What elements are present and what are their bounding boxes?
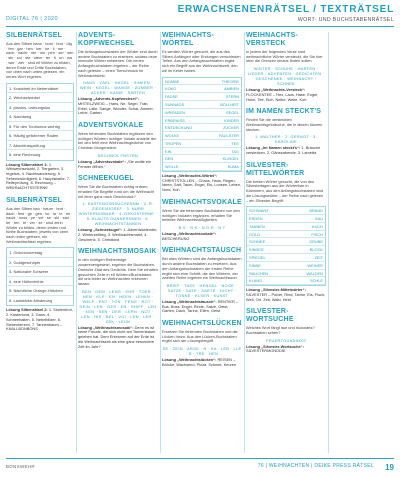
column-divider xyxy=(244,32,245,453)
answer-row[interactable]: 2. Goldgeschöpfe xyxy=(7,258,73,268)
section-text: Aus den Silben bau · baum · brot · dach · fest · ge · gen · ko · la · le · mi · nacht · nuss · pe · sel · se · ski · stal · ter · ten · tri · ver · ze · sind zehn Wörter zu bilden, deren ersten und fünfte Buchstaben, jeweils von oben nach unten gelesen, ein Weihnachtsrätsel ergeben. xyxy=(6,205,73,244)
grid-row[interactable]: TROPEN TEE xyxy=(165,140,239,146)
word-list: BRIEF · TASS · HENGEL · NOGE · SATZE · SATE · SARTE · DICHT · TONNE · ELSER · KUNST xyxy=(166,282,238,298)
grid-row[interactable]: KLANG SCHLE xyxy=(249,278,323,284)
answer-row[interactable]: 3. planlos, ordnungslos xyxy=(7,103,73,113)
answer-row[interactable]: 4. eine Hüttenhöhle xyxy=(7,277,73,287)
solution: Lösung „Im Namen steckt's“: 1. Bräuche verstecken, 2. Gänseabende, 3. Lametta xyxy=(246,145,321,156)
solution: Lösung „Silvester-Wortsuche“: SILVESTERMONDDIE xyxy=(246,343,304,354)
section-title: IM NAMEN STECKT'S xyxy=(246,108,322,116)
grid-row[interactable]: WOLKE FAULSTER xyxy=(165,133,239,139)
section-text: Ersetzen Sie fehlenden Buchstaben und die Lücken hinzu. Aus den Lücken-Buchstaben ergibt sich der Lösungsbegriff. xyxy=(162,329,238,344)
answer-row[interactable]: 3. Nationaler Schwere xyxy=(7,267,73,277)
silbenraetsel-2 xyxy=(6,197,74,332)
section-title: WEIHNACHTSMOSAIK xyxy=(78,248,157,256)
section-title: SILBENRÄTSEL xyxy=(6,32,63,39)
word-grid xyxy=(246,206,326,286)
solution: Lösung „Schneekugel“: 1. Adventskalender, 2. Winterzeitlieg, 3. Weihnachtsmarkt, 4. Geschenk, 5. Christkind xyxy=(78,227,158,242)
answer-row[interactable]: 5. Für den Tourismus wichtig xyxy=(7,122,73,132)
solution: Lösung „Adventsvokale“: „Sie wollte ein Fenster öffnen.“ xyxy=(78,158,152,169)
solution: Lösung Silbenrätsel 1: 1. Wildwechselzahl, 2. Tiergarten, 3. regellos, 4. Nachtwanderung, 5. Sehenswürdigkeit, 6. Hauptstraße, 7. Reifeprüfung, 8. Rechnung – WEIHNACHTSSTERNE xyxy=(6,161,71,191)
word-list: B S · N K · N D R · N T xyxy=(178,225,226,230)
grid-row[interactable]: SPIEGEL ZEIT xyxy=(249,255,323,261)
page-number: 19 xyxy=(385,463,394,472)
section-text: Die beiden Wörter gesucht, die von den Silvestertagen aus der Wörterliste in Klammern, aus den Anfangsbuchstaben sind die Lösungswörter – der Reihe nach gelesen – ein Silvester-Begriff. xyxy=(246,178,324,203)
section-text: In den richtigen Reihenfolge zusammengesetzt, ergeben die Buchstaben-Dreiecke Zitat des Gedichts. Dem Sie erhalten gesuchten Zeile in elf Wörtern/Buchstaben, die uns leider an Weihnachten erkennen lassen. xyxy=(78,257,159,286)
weihnachts-woertel xyxy=(162,32,242,193)
grid-row[interactable]: WREADEN SEGEL xyxy=(165,109,239,115)
grid-row[interactable]: SUNNAGS BOLLHEIT xyxy=(165,101,239,107)
section-text: Wenn Sie die Buchstaben richtig ordnen, erhalten Sie Begriffe rund um die Weihnacht mit einer ganz nach Geschmack? xyxy=(78,184,155,199)
adventsvokale xyxy=(78,122,158,169)
answer-row[interactable]: 4. Nachtweg xyxy=(7,112,73,122)
answer-row[interactable]: 8. eine Rechnung xyxy=(9,152,41,158)
column-4 xyxy=(246,32,392,360)
word-list: 1. KASTENGSNSUCHENNM · 2. R. ZIEGENJOSEF · 3. NURR WINTERNOBMAR · 4. DEKOSTERNE · 5. KLAUTS DUNNERNNEN · 6. WEIHNACHTSTANNEN xyxy=(78,201,158,227)
grid-row[interactable]: SINNE WEIHER xyxy=(249,262,323,268)
page-subtitle: WORT- UND BUCHSTABENRÄTSEL xyxy=(297,17,394,23)
grid-row[interactable]: ERDEN SAU xyxy=(249,216,323,222)
word-list: BSCHNCK FNSTRN xyxy=(97,152,139,158)
im-namen-steckts xyxy=(246,108,326,156)
grid-row[interactable]: SCHNEE GRUBE xyxy=(249,239,323,245)
grid-row[interactable]: GOLD FISCH xyxy=(249,231,323,237)
weihnachtsvokale xyxy=(162,199,242,242)
column-3 xyxy=(162,32,242,374)
column-divider xyxy=(160,32,161,453)
grid-row[interactable]: TANNEN KUCH xyxy=(249,223,323,229)
answer-row[interactable]: 1. Gründonnerstag xyxy=(7,248,73,258)
section-title: WEIHNACHTSLÜCKEN xyxy=(162,320,242,328)
word-grid xyxy=(162,77,242,173)
page-title: ERWACHSENENRÄTSEL / TEXTRÄTSEL xyxy=(177,4,394,15)
grid-row[interactable]: ERBRAISS KINDER xyxy=(165,117,239,123)
section-text: Aus den Silben bahn · bom · brot · dig · fen · gar · hen · ker · ke · li · me · nach · nacht · ner · nis · pen · ser · sen · sin · sol · ste · stem · ter · ti · un · wa · wer · zier · sind elf Wörter zu bilden, deren Erste und Dritte Buchstaben, von oben nach unten gelesen, ein neues Wort ergeben. xyxy=(6,41,74,79)
grid-row[interactable]: SCHWARZ BRAND xyxy=(249,208,323,214)
section-title: SILVESTER-MITTELWÖRTER xyxy=(246,161,305,177)
solution: Lösung Silbenrätsel 2: 1. Stollenbrot, 2. Kastenbrot, 3. Gans, 4. Schneeballen, 5. Nebelbilder, 6. Siebenkerzen, 7. Tannenbaum – KNALLBONBONS xyxy=(6,307,73,332)
silvester-mittelwoerter xyxy=(246,162,326,303)
answer-box xyxy=(6,83,74,161)
solution: Lösung „Weihnachtstausch“: RENTIER – Bus, Boss, Engel, Rinde, Satze, Geist, Garten, Dach, Tanne, Elfen, Geist xyxy=(162,298,239,314)
answer-row[interactable]: 7. Abschlussprüfung xyxy=(7,141,73,151)
word-list: BEN · DEM · LENG · EHR · TOER · NEN · KLE · EN · HEEN · LEHKN · WELF · ENT · TON · FENG · ROT · DEIN · LEN · GES · EN · SHIFF · LEH · KEN · SEN · DER · LERN · NOT · LEN · HIS · BEL · VOI · LEN · LEH · ZEK · LEUN xyxy=(79,288,157,324)
section-title: SILVESTER-WORTSUCHE xyxy=(246,308,294,324)
word-list: FEUERTOUNDNIXS xyxy=(265,337,307,343)
section-title: WEIHNACHTSTAUSCH xyxy=(162,247,242,255)
header-divider xyxy=(6,26,394,27)
grid-row[interactable]: EIN TAG xyxy=(165,148,239,154)
section-title: WEIHNACHTSVOKALE xyxy=(162,198,242,206)
word-list: SE · ZEIN · ARGE · N · KA · LEB · LLE · R · TRE · HEN xyxy=(162,346,242,357)
section-text: Bei allen Wörtern sind die Anfangsbuchstaben durch andere Buchstaben zu ersetzen. Aus den Anfangsbuchstaben der ersten Reihe ergibt sich eine Schrift, die den Wörtern, der zweiten Reihe ergeben ein Weihnachtswort. xyxy=(162,256,242,281)
weihnachtsmosaik xyxy=(78,248,158,349)
section-text: Die Anfangsbuchstaben der Wörter sind durch andere Buchstaben zu ersetzen, sodass neue sinnvolle Wörter entstehen. Die neuen Anfangsbuchstaben ergeben – der Reihe nach gelesen – einen Tierschmuck im Weihnachtsfest. xyxy=(78,49,158,78)
solution: Lösung „Weihnachtslücken“: REISEN – Brücke, Wachsend, Pizza, Schnee, Kerzen xyxy=(162,357,237,367)
grid-row[interactable]: WOLLE KUMA xyxy=(165,164,239,170)
grid-row[interactable]: KOKO AMBIEN xyxy=(165,86,239,92)
silvester-wortsuche xyxy=(246,308,326,354)
footer-publication: 76 | WEIHNACHTEN | DEIKE PRESS RÄTSEL xyxy=(257,463,374,469)
solution: Lösung „Advents-Kopfwechsel“: MISTELZWEIG – Hans, Ne, Segel, Trab, Erkel, Laile, Sange, Wonder, Schar, Ammer, Leine, Garten xyxy=(78,96,154,116)
solution: Lösung „Weihnachts-Versteck“: FLOCKENTEE – Hex, Laus, Hase, Engel, Huhn, Tee, Eich, Nelke, Weile, Kuh xyxy=(246,87,319,102)
section-title: WEIHNACHTS-VERSTECK xyxy=(246,32,298,47)
solution: Lösung „Weihnachtsvokale“: BESCHERUNG xyxy=(162,231,217,241)
section-text: Es werden Wörter gesucht, die aus des Silben-Anfängen oder Endungen verschieden Teilen. Aus den Anfangsbuchstaben ergibt sich ein Begriff aus der Weihnachtszeit, den wir im Keller haben. xyxy=(162,49,241,73)
section-text: Welches Wort fängt laut und rückwärts? Buchstaben sehen? xyxy=(246,325,315,336)
schneekugel xyxy=(78,175,158,242)
silbenraetsel-1 xyxy=(6,32,74,191)
answer-row[interactable]: 2. Wechselwinkel xyxy=(7,93,73,103)
advents-kopfwechsel xyxy=(78,32,158,116)
grid-row[interactable]: RAUCHEN WALDEN xyxy=(249,270,323,276)
section-text: In jedem der folgenden Verse sind weihnachtliche Wörter versteckt, die Sie hier über die Grenzen hinaus finden sollen. xyxy=(246,49,323,64)
solution: Lösung „Silvester-Mittelwörter“: SILVESTER – Pulver, Rind, Tanne, Eis, Fisch, Weil, Ort, Zeit, Wald, Heid xyxy=(246,287,326,302)
answer-row[interactable]: 6. Lautstärke-Minderung xyxy=(9,297,53,303)
word-list: HANS · ZAEL · HAGEL · SINKEN · WEIN · KEGEL · WANGE · ZOMBER · ACKER · KAINE · SARTEN xyxy=(79,80,157,96)
column-2 xyxy=(78,32,158,355)
section-title: ADVENTS-KOPFWECHSEL xyxy=(78,32,135,47)
section-title: SCHNEEKUGEL xyxy=(78,175,134,183)
page-header xyxy=(0,0,400,26)
section-text: Wenn Sie die fehlenden Buchstaben von den richtigen Vokalen ergänzen, erhalten Sie beliebte Weihnachtssüßigkeiten. xyxy=(162,207,240,223)
grid-row[interactable]: KINDER BLOCK xyxy=(249,247,323,253)
section-text: Finden Sie die versteckten Weihnachtsgebräuche, die in diesen Namen stecken. xyxy=(246,117,323,132)
footer-divider xyxy=(6,458,394,459)
column-1 xyxy=(6,32,74,338)
grid-row[interactable]: ENTDECKUNG ZUCKER xyxy=(165,125,239,131)
column-divider xyxy=(76,32,77,453)
grid-row[interactable]: DEN KLINGEL xyxy=(165,156,239,162)
section-title: SILBENRÄTSEL xyxy=(6,196,63,204)
grid-row[interactable]: FADSE STERN xyxy=(165,94,239,100)
footer-left: BONSWEHR xyxy=(6,464,35,469)
answer-box xyxy=(6,247,74,306)
weihnachts-versteck xyxy=(246,32,326,102)
answer-row[interactable]: 5. Nächtliche Orange-Hütchen xyxy=(7,286,73,296)
header-issue: DIGITAL 76 | 2020 xyxy=(6,16,58,22)
weihnachtstausch xyxy=(162,247,242,314)
solution: Lösung „Weihnachtsmosaik“: Denn es ist keine Freude, die sich nicht am Tannenbaum geleben hat. Dem Erkennen auf der Erde ist die Weihnachtszeit als eine ganz besondere Zeit im Jahr? xyxy=(78,324,156,349)
grid-row[interactable]: NOMBE THEORIE xyxy=(165,78,239,84)
answer-row[interactable]: 6. Häufig gefahrener Raden xyxy=(7,131,73,141)
word-list: WINTER · SCHUHE · HARFEN · LIEDER · ADVENTEN · GEDICHTEN · GESCHENKE · WEIHNACHT · SCHNEE xyxy=(247,66,325,87)
section-title: WEIHNACHTS-WÖRTEL xyxy=(162,32,214,47)
section-title: ADVENTSVOKALE xyxy=(78,122,144,130)
solution: Lösung „Weihnachts-Wörtel“: CHRISTSTOLLEN – Chaos, Haus, Regen, Ideen, Satt, Taum, Engel, Eis, Lonsee, Leben, Nord, Kuh xyxy=(162,173,242,193)
weihnachtsluecken xyxy=(162,320,242,368)
answer-row[interactable]: 1. Krankheit im Nebenrätsel xyxy=(7,84,73,94)
word-list: 1. WALTHER · 2. GERNOT · 3. KAROLINE xyxy=(254,134,318,145)
section-text: Wenn fehlenden Buchstaben ergänzen den richtigen Wörtern richtiger Vokale anstelle der bei den fehlt eine Weihnachtsgedichte von Christian Morgenstern. xyxy=(78,131,157,151)
